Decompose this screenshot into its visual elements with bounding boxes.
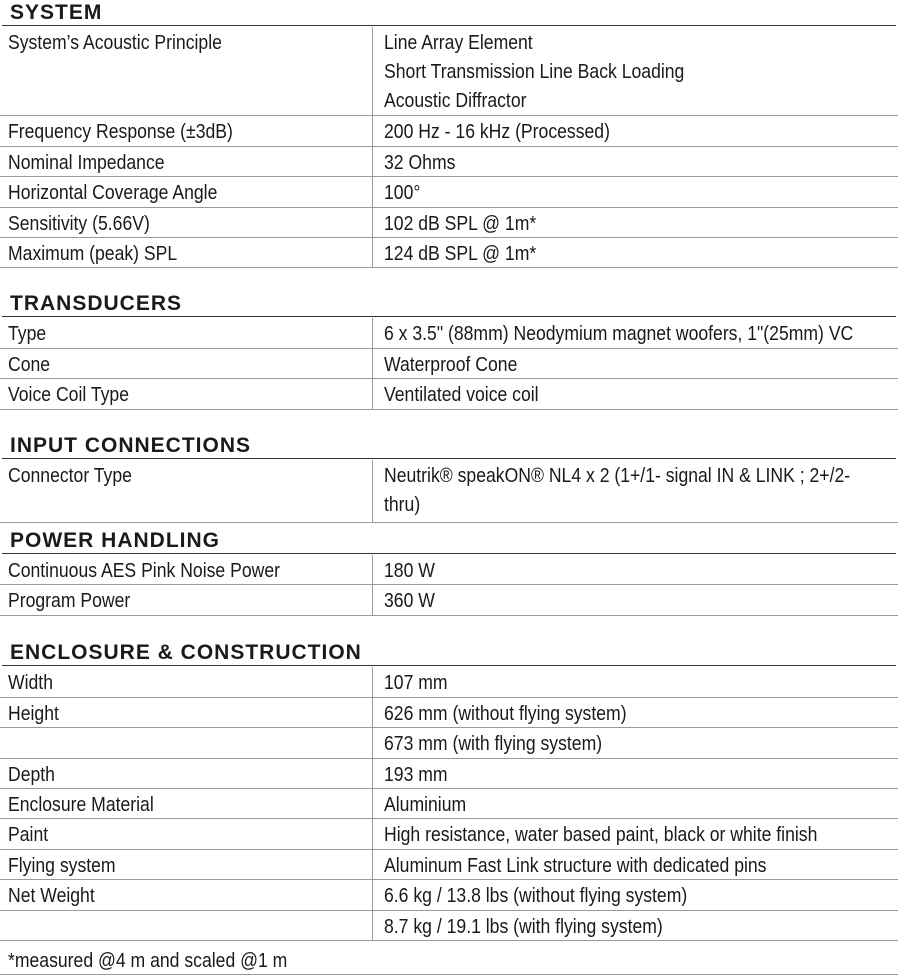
spec-value <box>384 913 877 942</box>
spec-row <box>0 27 898 116</box>
spec-row <box>0 238 898 268</box>
section-title: ENCLOSURE & CONSTRUCTION <box>10 641 362 664</box>
column-divider <box>372 911 373 940</box>
spec-row <box>0 759 898 789</box>
spec-label: Depth <box>8 764 55 786</box>
spec-label: Program Power <box>8 590 131 612</box>
spec-value-line: Aluminum Fast Link structure with dedicated pins <box>384 855 767 877</box>
spec-value-line: 626 mm (without flying system) <box>384 703 627 725</box>
spec-row <box>0 789 898 819</box>
spec-label: Maximum (peak) SPL <box>8 243 178 265</box>
spec-value <box>384 557 877 586</box>
spec-value <box>384 821 877 850</box>
spec-label: Type <box>8 323 47 345</box>
spec-row <box>0 667 898 698</box>
spec-label: Paint <box>8 824 49 846</box>
spec-value <box>384 351 877 380</box>
spec-value-line: 102 dB SPL @ 1m* <box>384 213 537 235</box>
section-rule <box>2 665 896 666</box>
spec-value-line: 673 mm (with flying system) <box>384 733 603 755</box>
column-divider <box>372 349 373 378</box>
spec-value <box>384 761 877 790</box>
spec-label: Frequency Response (±3dB) <box>8 121 233 143</box>
spec-label: System’s Acoustic Principle <box>8 32 222 54</box>
column-divider <box>372 880 373 910</box>
spec-value <box>384 179 877 208</box>
spec-value-line: Acoustic Diffractor <box>384 90 527 112</box>
spec-value-line: 360 W <box>384 590 435 612</box>
spec-row <box>0 880 898 911</box>
spec-row <box>0 850 898 880</box>
spec-value-line: 200 Hz - 16 kHz (Processed) <box>384 121 610 143</box>
section-title: SYSTEM <box>10 1 103 24</box>
spec-row <box>0 349 898 379</box>
spec-row <box>0 698 898 728</box>
footnote-rule <box>0 974 898 975</box>
spec-value <box>384 320 877 349</box>
spec-label: Continuous AES Pink Noise Power <box>8 560 280 582</box>
section-rule <box>2 316 896 317</box>
column-divider <box>372 147 373 176</box>
spec-label: Height <box>8 703 59 725</box>
spec-value <box>384 852 877 881</box>
section-rule <box>2 553 896 554</box>
section-title: INPUT CONNECTIONS <box>10 434 252 457</box>
section-title: POWER HANDLING <box>10 529 220 552</box>
column-divider <box>372 208 373 237</box>
spec-value <box>384 882 877 911</box>
spec-value-line: thru) <box>384 494 421 516</box>
spec-row <box>0 318 898 349</box>
column-divider <box>372 585 373 615</box>
spec-row <box>0 116 898 147</box>
spec-value <box>384 587 877 616</box>
spec-value-line: Aluminium <box>384 794 467 816</box>
spec-value-line: Waterproof Cone <box>384 354 518 376</box>
spec-row <box>0 555 898 585</box>
spec-row <box>0 728 898 759</box>
spec-value-line: 8.7 kg / 19.1 lbs (with flying system) <box>384 916 663 938</box>
column-divider <box>372 819 373 849</box>
spec-label: Connector Type <box>8 465 132 487</box>
spec-label: Nominal Impedance <box>8 152 165 174</box>
spec-row <box>0 911 898 941</box>
spec-value-line: 32 Ohms <box>384 152 456 174</box>
spec-row <box>0 147 898 177</box>
column-divider <box>372 759 373 788</box>
spec-label: Width <box>8 672 53 694</box>
spec-value <box>384 29 877 116</box>
spec-value <box>384 700 877 729</box>
spec-label: Horizontal Coverage Angle <box>8 182 218 204</box>
spec-value-line: 6 x 3.5" (88mm) Neodymium magnet woofers, 1"(25mm) VC <box>384 323 854 345</box>
spec-value-line: 6.6 kg / 13.8 lbs (without flying system) <box>384 885 688 907</box>
column-divider <box>372 177 373 207</box>
column-divider <box>372 850 373 879</box>
column-divider <box>372 379 373 409</box>
column-divider <box>372 27 373 115</box>
spec-row <box>0 460 898 523</box>
column-divider <box>372 698 373 727</box>
spec-value-line: 180 W <box>384 560 435 582</box>
spec-value-line: High resistance, water based paint, black or white finish <box>384 824 818 846</box>
spec-value-line: Short Transmission Line Back Loading <box>384 61 685 83</box>
spec-value-line: Ventilated voice coil <box>384 384 539 406</box>
spec-row <box>0 379 898 410</box>
column-divider <box>372 318 373 348</box>
spec-row <box>0 177 898 208</box>
section-rule <box>2 458 896 459</box>
column-divider <box>372 238 373 267</box>
spec-value-line: 107 mm <box>384 672 448 694</box>
spec-value <box>384 791 877 820</box>
spec-label: Flying system <box>8 855 116 877</box>
spec-value <box>384 462 877 520</box>
spec-label: Voice Coil Type <box>8 384 129 406</box>
spec-value-line: 193 mm <box>384 764 448 786</box>
spec-label: Sensitivity (5.66V) <box>8 213 150 235</box>
spec-label: Enclosure Material <box>8 794 154 816</box>
spec-value-line: Neutrik® speakON® NL4 x 2 (1+/1- signal IN & LINK ; 2+/2- <box>384 465 851 487</box>
section-title: TRANSDUCERS <box>10 292 183 315</box>
column-divider <box>372 460 373 522</box>
spec-row <box>0 819 898 850</box>
column-divider <box>372 116 373 146</box>
spec-row <box>0 585 898 616</box>
spec-value <box>384 381 877 410</box>
column-divider <box>372 667 373 697</box>
spec-row <box>0 208 898 238</box>
spec-label: Net Weight <box>8 885 95 907</box>
spec-value-line: 124 dB SPL @ 1m* <box>384 243 537 265</box>
footnote: *measured @4 m and scaled @1 m <box>8 950 288 972</box>
spec-value-line: Line Array Element <box>384 32 533 54</box>
column-divider <box>372 728 373 758</box>
spec-label: Cone <box>8 354 51 376</box>
section-rule <box>2 25 896 26</box>
spec-value <box>384 149 877 178</box>
spec-value <box>384 210 877 239</box>
spec-value-line: 100° <box>384 182 421 204</box>
spec-value <box>384 118 877 147</box>
spec-value <box>384 669 877 698</box>
column-divider <box>372 555 373 584</box>
column-divider <box>372 789 373 818</box>
spec-value <box>384 730 877 759</box>
spec-value <box>384 240 877 269</box>
